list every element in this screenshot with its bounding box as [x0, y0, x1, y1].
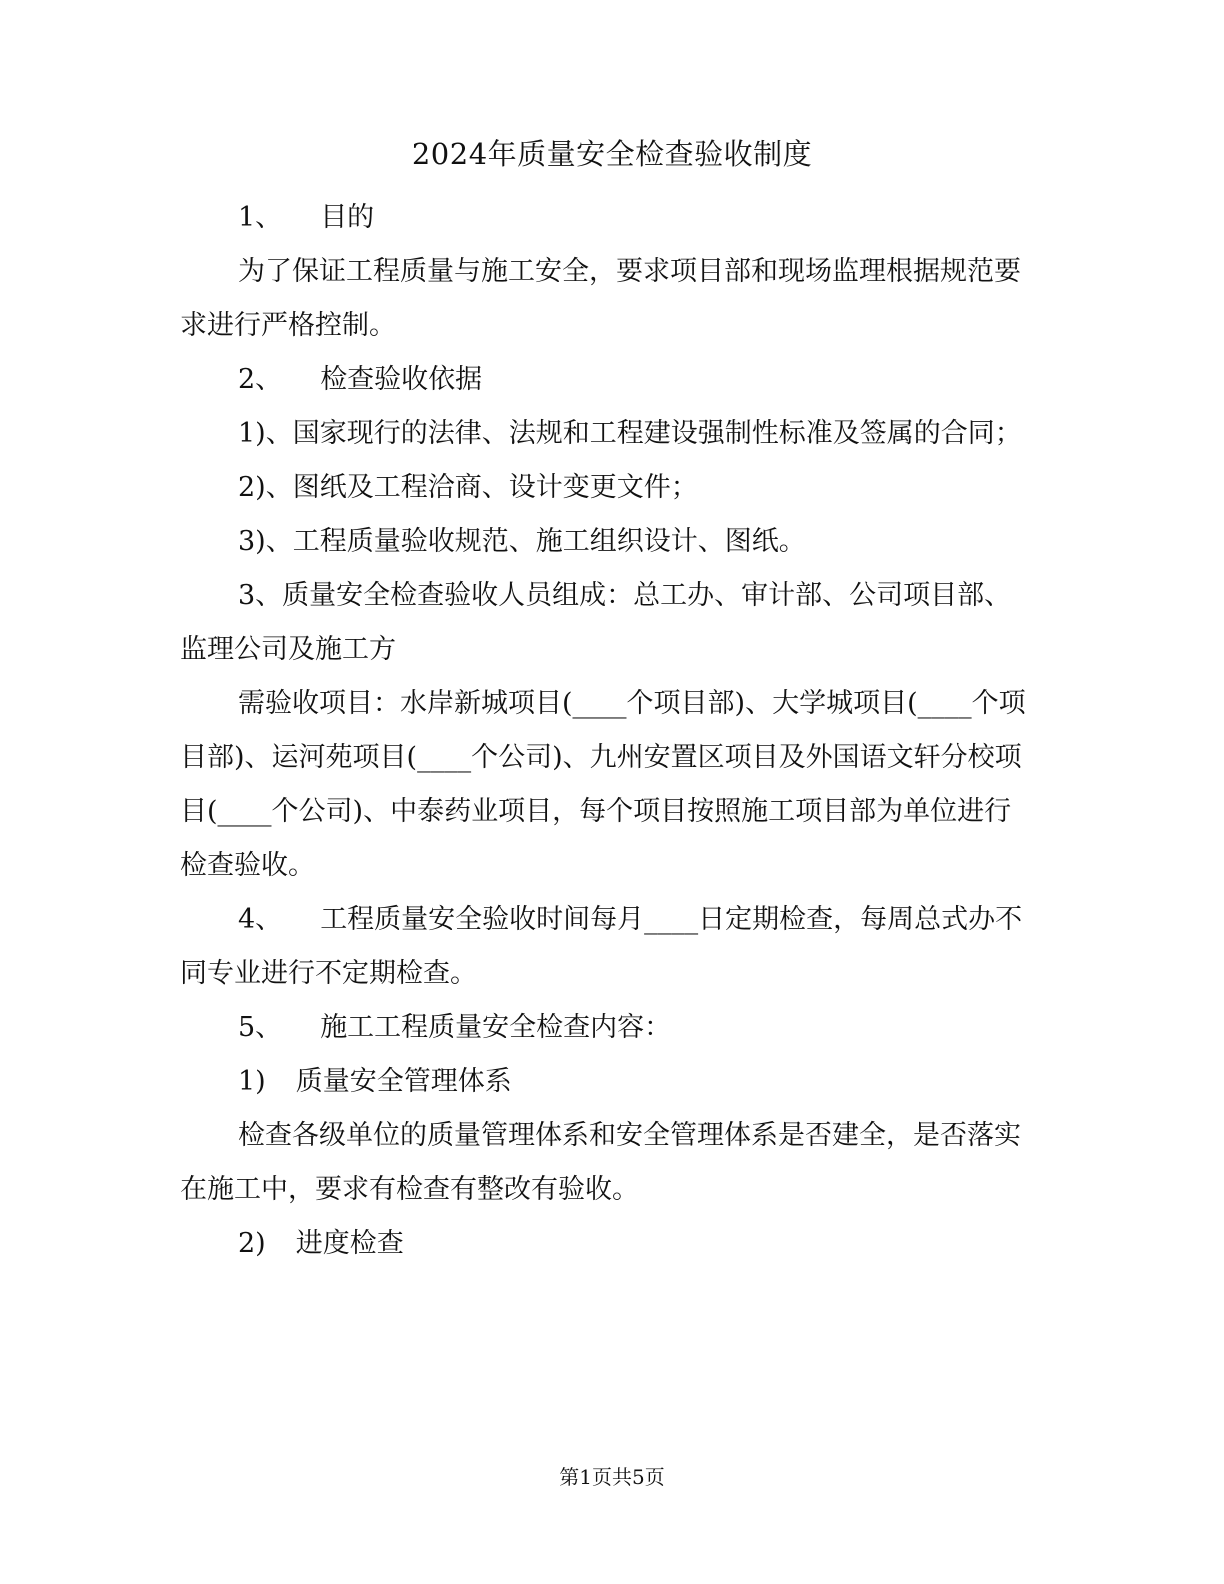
document-title: 2024年质量安全检查验收制度	[411, 137, 813, 171]
section-inspection-time	[180, 893, 1030, 1001]
section-number: 4、	[238, 904, 283, 935]
subsection-heading-management-system	[180, 1055, 1030, 1109]
subsection-heading-progress-check	[180, 1217, 1030, 1271]
paragraph-basis-item-1: 1)、国家现行的法律、法规和工程建设强制性标准及签属的合同；	[238, 418, 1022, 449]
subsection-number: 2)	[238, 1228, 266, 1259]
section-number: 5、	[238, 1012, 283, 1043]
paragraph-basis-item-2: 2)、图纸及工程洽商、设计变更文件；	[238, 472, 698, 503]
paragraph-projects-to-inspect: 需验收项目：水岸新城项目(____个项目部)、大学城项目(____个项目部)、运河苑项目(____个公司)、九州安置区项目及外国语文轩分校项目(____个公司)、中泰药业项目，每个项目按照施工项目部为单位进行检查验收。	[180, 688, 1026, 881]
paragraph-management-system-text: 检查各级单位的质量管理体系和安全管理体系是否建全，是否落实在施工中，要求有检查有整改有验收。	[180, 1120, 1021, 1205]
subsection-number: 1)	[238, 1066, 266, 1097]
document-body	[180, 191, 1030, 1271]
section-title: 检查验收依据	[320, 364, 483, 395]
paragraph-purpose-text: 为了保证工程质量与施工安全，要求项目部和现场监理根据规范要求进行严格控制。	[180, 256, 1021, 341]
section-heading-inspection-content	[180, 1001, 1030, 1055]
subsection-title: 质量安全管理体系	[295, 1066, 512, 1097]
section-title: 施工工程质量安全检查内容：	[320, 1012, 672, 1043]
section-number: 1、	[238, 202, 283, 233]
paragraph-inspection-members: 3、质量安全检查验收人员组成：总工办、审计部、公司项目部、监理公司及施工方	[180, 580, 1012, 665]
section-heading-basis	[180, 353, 1030, 407]
section-heading-purpose	[180, 191, 1030, 245]
section-title: 目的	[320, 202, 375, 233]
page-number-footer: 第1页共5页	[559, 1465, 665, 1489]
paragraph-basis-item-3: 3)、工程质量验收规范、施工组织设计、图纸。	[238, 526, 806, 557]
section-number: 2、	[238, 364, 283, 395]
section-text: 工程质量安全验收时间每月____日定期检查，每周总式办不同专业进行不定期检查。	[180, 904, 1023, 989]
subsection-title: 进度检查	[295, 1228, 404, 1259]
